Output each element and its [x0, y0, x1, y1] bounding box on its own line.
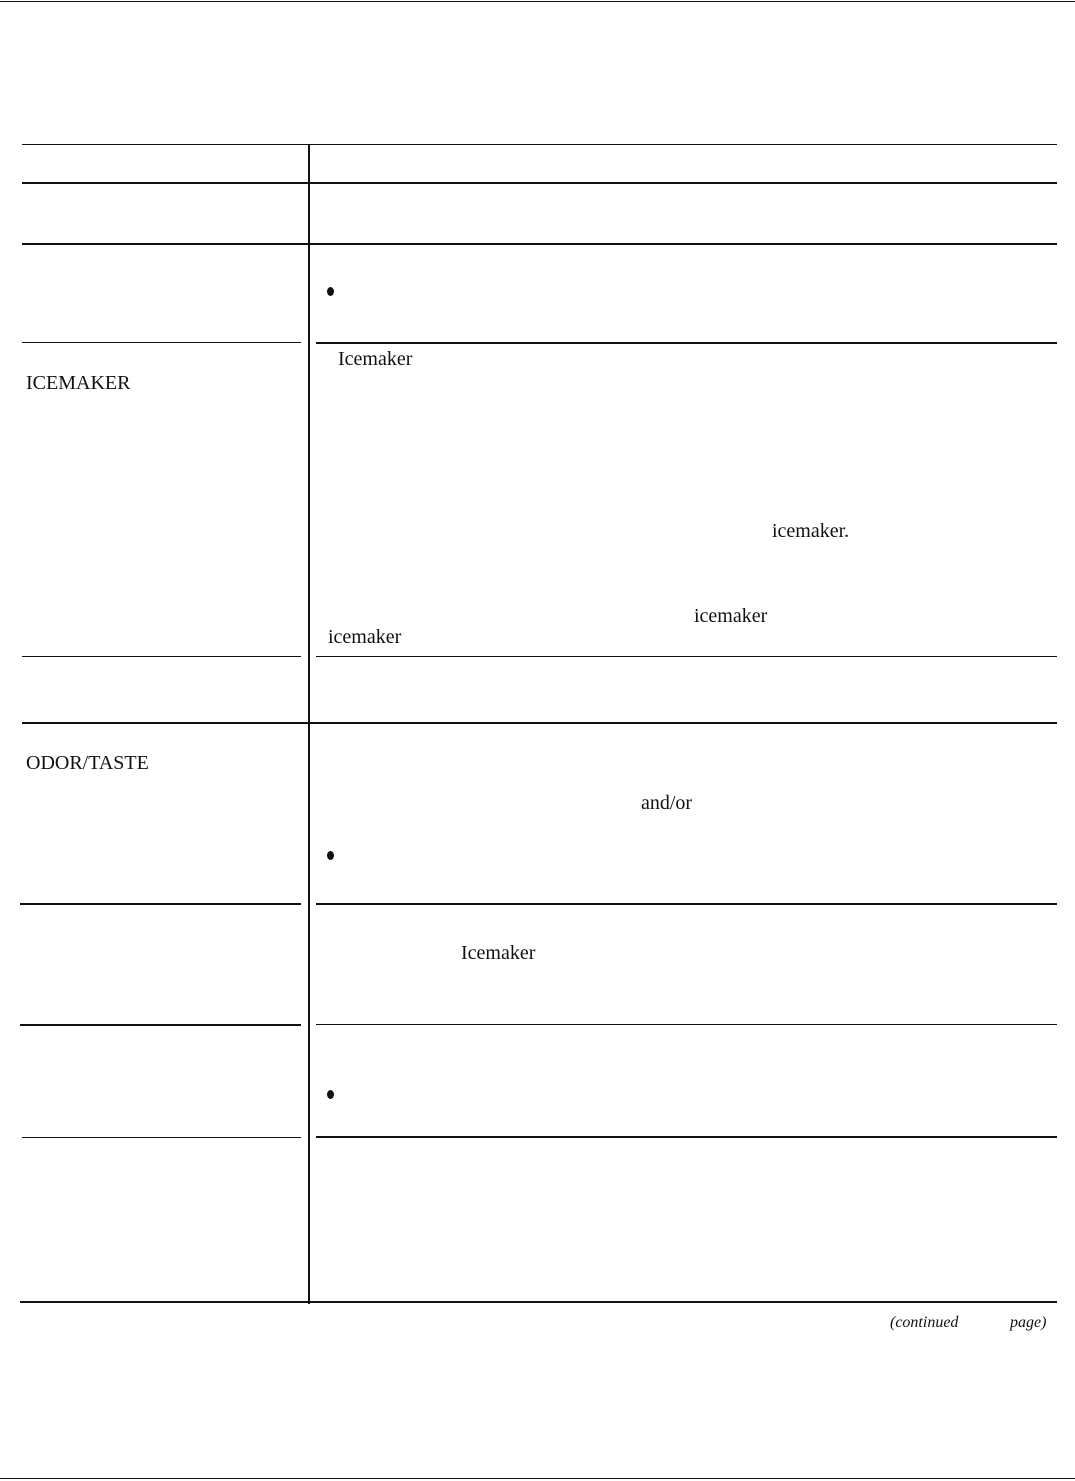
label-icemaker: ICEMAKER [26, 372, 131, 394]
table-bottom-rule [20, 1301, 1057, 1303]
row-rule-1 [22, 182, 1057, 184]
row-rule-4-left [22, 656, 301, 657]
row-rule-4-right [316, 656, 1057, 657]
bottom-page-rule [0, 1478, 1075, 1479]
row-rule-6-left [20, 903, 301, 905]
fragment-icemaker-line: icemaker [328, 626, 402, 648]
fragment-icemaker-cap-2: Icemaker [461, 942, 536, 964]
row-rule-7-left [20, 1024, 301, 1026]
row-rule-6-right [316, 903, 1057, 905]
bullet-3 [327, 1090, 334, 1099]
continued-page: page) [1010, 1314, 1047, 1331]
continued-note: (continued [890, 1314, 959, 1331]
label-odor-taste: ODOR/TASTE [26, 752, 149, 774]
row-rule-2 [22, 243, 1057, 245]
fragment-icemaker-cap: Icemaker [338, 348, 413, 370]
top-page-rule [0, 1, 1075, 2]
fragment-icemaker-period: icemaker. [772, 520, 850, 542]
table-header-rule [22, 144, 1057, 145]
row-rule-3-left [22, 342, 301, 343]
bullet-1 [327, 287, 334, 296]
row-rule-7-right [316, 1024, 1057, 1025]
column-divider [308, 144, 310, 1304]
row-rule-8-left [22, 1137, 301, 1138]
fragment-icemaker-mid: icemaker [694, 605, 768, 627]
row-rule-5 [22, 722, 1057, 724]
fragment-and-or: and/or [641, 792, 693, 814]
row-rule-3-right [316, 342, 1057, 344]
bullet-2 [327, 851, 334, 860]
row-rule-8-right [316, 1136, 1057, 1138]
